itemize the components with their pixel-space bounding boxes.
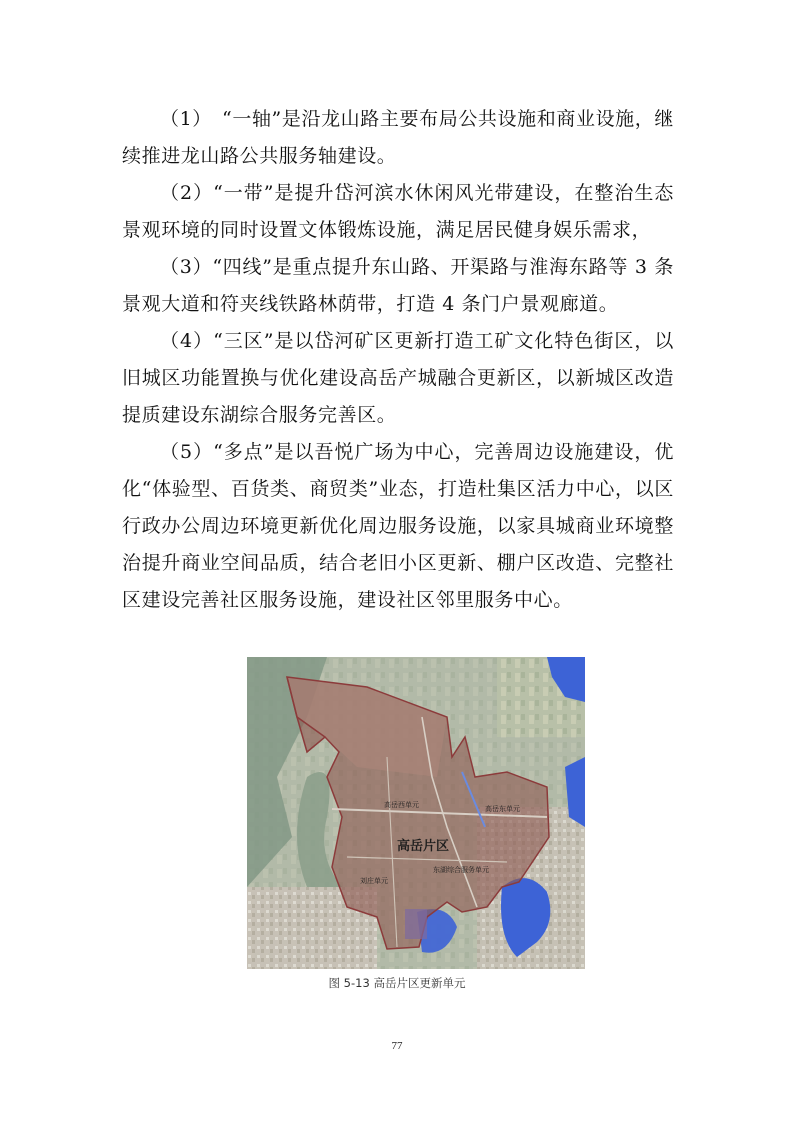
unit-label-southwest: 刘庄单元 xyxy=(360,877,388,885)
paragraph-1: （1） “一轴”是沿龙山路主要布局公共设施和商业设施，继续推进龙山路公共服务轴建设。 xyxy=(122,108,674,167)
figure-caption: 图 5-13 高岳片区更新单元 xyxy=(328,976,466,990)
paragraph-5: （5）“多点”是以吾悦广场为中心，完善周边设施建设，优化“体验型、百货类、商贸类”业态，打造杜集区活力中心，以区行政办公周边环境更新优化周边服务设施，以家具城商业环境整治提升商业空间品质，结合老旧小区更新、棚户区改造、完整社区建设完善社区服务设施，建设社区邻里服务中心。 xyxy=(122,441,674,611)
unit-label-west: 高岳西单元 xyxy=(384,801,419,809)
unit-label-east: 高岳东单元 xyxy=(485,805,520,813)
paragraph-3: （3）“四线”是重点提升东山路、开渠路与淮海东路等 3 条景观大道和符夹线铁路林荫带，打造 4 条门户景观廊道。 xyxy=(122,256,674,315)
paragraph-2: （2）“一带”是提升岱河滨水休闲风光带建设，在整治生态景观环境的同时设置文体锻炼设施，满足居民健身娱乐需求， xyxy=(122,182,674,241)
district-map xyxy=(247,657,585,969)
district-map-figure xyxy=(247,657,585,969)
page-number: 77 xyxy=(391,1040,403,1052)
district-label: 高岳片区 xyxy=(397,839,450,854)
paragraph-4: （4）“三区”是以岱河矿区更新打造工矿文化特色街区，以旧城区功能置换与优化建设高岳产城融合更新区，以新城区改造提质建设东湖综合服务完善区。 xyxy=(122,330,674,426)
unit-label-southeast: 东湖综合服务单元 xyxy=(433,866,489,874)
